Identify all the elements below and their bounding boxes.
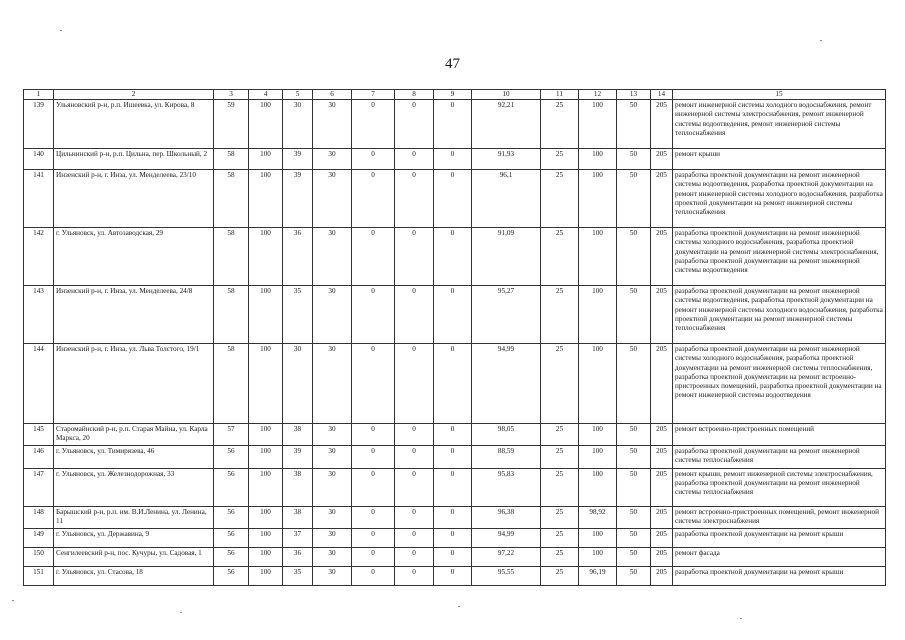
column-header: 7 xyxy=(352,90,395,100)
value-cell: 39 xyxy=(283,445,313,468)
page-number: 47 xyxy=(445,56,460,72)
address-cell: Инзенский р-н, г. Инза, ул. Менделеева, 23/10 xyxy=(54,170,214,228)
value-cell: 25 xyxy=(541,528,579,547)
row-number-cell: 151 xyxy=(24,566,54,585)
value-cell: 100 xyxy=(249,445,283,468)
address-cell: г. Ульяновск, ул. Автозаводская, 29 xyxy=(54,228,214,286)
value-cell: 100 xyxy=(579,468,617,506)
value-cell: 100 xyxy=(579,344,617,424)
value-cell: 205 xyxy=(651,344,673,424)
value-cell: 25 xyxy=(541,286,579,344)
address-cell: Ульяновский р-н, р.п. Ишеевка, ул. Кирова, 8 xyxy=(54,100,214,149)
value-cell: 56 xyxy=(214,468,249,506)
value-cell: 36 xyxy=(283,547,313,566)
value-cell: 50 xyxy=(617,228,651,286)
value-cell: 50 xyxy=(617,149,651,170)
column-header: 12 xyxy=(579,90,617,100)
value-cell: 205 xyxy=(651,506,673,528)
value-cell: 0 xyxy=(395,344,434,424)
row-number-cell: 149 xyxy=(24,528,54,547)
column-header: 13 xyxy=(617,90,651,100)
scan-speck xyxy=(180,612,182,613)
value-cell: 100 xyxy=(249,228,283,286)
value-cell: 92,21 xyxy=(472,100,541,149)
value-cell: 95,55 xyxy=(472,566,541,585)
value-cell: 205 xyxy=(651,445,673,468)
value-cell: 25 xyxy=(541,547,579,566)
value-cell: 0 xyxy=(434,445,472,468)
value-cell: 56 xyxy=(214,547,249,566)
value-cell: 100 xyxy=(579,100,617,149)
value-cell: 30 xyxy=(313,100,352,149)
scan-speck xyxy=(458,606,460,607)
value-cell: 94,99 xyxy=(472,528,541,547)
value-cell: 100 xyxy=(249,149,283,170)
value-cell: 0 xyxy=(352,528,395,547)
scan-speck xyxy=(60,30,62,31)
column-header: 4 xyxy=(249,90,283,100)
table-row xyxy=(24,506,886,528)
value-cell: 100 xyxy=(249,506,283,528)
value-cell: 0 xyxy=(395,149,434,170)
value-cell: 30 xyxy=(283,344,313,424)
value-cell: 39 xyxy=(283,170,313,228)
work-description-cell: разработка проектной документации на ремонт инженерной системы теплоснабжения xyxy=(673,445,886,468)
value-cell: 205 xyxy=(651,468,673,506)
value-cell: 0 xyxy=(395,528,434,547)
work-description-cell: разработка проектной документации на ремонт инженерной системы холодного водоснабжения, разработка проектной документации на ремонт инженерной системы теплоснабжения, разработка проектной документации на ремонт встроенно-пристроенных помещений, разработка проектной документации на ремонт инженерной системы водоотведения xyxy=(673,344,886,424)
value-cell: 95,27 xyxy=(472,286,541,344)
table-row xyxy=(24,424,886,445)
address-cell: Сенгилеевский р-н, пос. Кучуры, ул. Садовая, 1 xyxy=(54,547,214,566)
row-number-cell: 146 xyxy=(24,445,54,468)
value-cell: 205 xyxy=(651,100,673,149)
value-cell: 30 xyxy=(313,170,352,228)
column-header: 6 xyxy=(313,90,352,100)
table-row xyxy=(24,547,886,566)
address-cell: г. Ульяновск, ул. Железнодорожная, 33 xyxy=(54,468,214,506)
value-cell: 91,09 xyxy=(472,228,541,286)
value-cell: 0 xyxy=(352,344,395,424)
value-cell: 0 xyxy=(352,424,395,445)
table-body xyxy=(24,100,886,585)
value-cell: 35 xyxy=(283,566,313,585)
value-cell: 38 xyxy=(283,506,313,528)
address-cell: г. Ульяновск, ул. Державина, 9 xyxy=(54,528,214,547)
work-description-cell: разработка проектной документации на ремонт крыши xyxy=(673,566,886,585)
value-cell: 205 xyxy=(651,547,673,566)
value-cell: 0 xyxy=(352,100,395,149)
value-cell: 205 xyxy=(651,424,673,445)
value-cell: 0 xyxy=(352,547,395,566)
value-cell: 100 xyxy=(249,547,283,566)
table-row xyxy=(24,445,886,468)
value-cell: 58 xyxy=(214,149,249,170)
work-description-cell: разработка проектной документации на ремонт инженерной системы водоотведения, разработка проектной документации на ремонт инженерной системы холодного водоснабжения, разработка проектной документации на ремонт инженерной системы теплоснабжения xyxy=(673,286,886,344)
value-cell: 0 xyxy=(434,566,472,585)
work-description-cell: ремонт встроенно-пристроенных помещений xyxy=(673,424,886,445)
value-cell: 98,92 xyxy=(579,506,617,528)
value-cell: 97,22 xyxy=(472,547,541,566)
value-cell: 30 xyxy=(313,149,352,170)
table-row xyxy=(24,566,886,585)
address-cell: Инзенский р-н, г. Инза, ул. Льва Толстого, 19/1 xyxy=(54,344,214,424)
work-description-cell: ремонт крыши, ремонт инженерной системы электроснабжения, разработка проектной документации на ремонт инженерной системы теплоснабжения xyxy=(673,468,886,506)
value-cell: 0 xyxy=(395,445,434,468)
value-cell: 25 xyxy=(541,506,579,528)
value-cell: 100 xyxy=(579,528,617,547)
value-cell: 30 xyxy=(313,286,352,344)
value-cell: 50 xyxy=(617,506,651,528)
value-cell: 25 xyxy=(541,228,579,286)
column-header: 10 xyxy=(472,90,541,100)
column-number-row xyxy=(24,90,886,100)
value-cell: 59 xyxy=(214,100,249,149)
value-cell: 38 xyxy=(283,424,313,445)
value-cell: 98,05 xyxy=(472,424,541,445)
column-header: 15 xyxy=(673,90,886,100)
row-number-cell: 147 xyxy=(24,468,54,506)
value-cell: 50 xyxy=(617,468,651,506)
value-cell: 25 xyxy=(541,424,579,445)
value-cell: 100 xyxy=(579,170,617,228)
value-cell: 0 xyxy=(434,344,472,424)
value-cell: 91,93 xyxy=(472,149,541,170)
value-cell: 0 xyxy=(395,547,434,566)
value-cell: 30 xyxy=(313,228,352,286)
value-cell: 100 xyxy=(579,286,617,344)
value-cell: 36 xyxy=(283,228,313,286)
value-cell: 25 xyxy=(541,445,579,468)
value-cell: 50 xyxy=(617,344,651,424)
row-number-cell: 145 xyxy=(24,424,54,445)
repair-schedule-table xyxy=(23,89,886,586)
value-cell: 25 xyxy=(541,344,579,424)
value-cell: 100 xyxy=(249,424,283,445)
value-cell: 205 xyxy=(651,286,673,344)
value-cell: 50 xyxy=(617,445,651,468)
value-cell: 25 xyxy=(541,468,579,506)
table-row xyxy=(24,344,886,424)
scan-speck xyxy=(820,40,822,41)
table-row xyxy=(24,528,886,547)
value-cell: 0 xyxy=(395,286,434,344)
value-cell: 25 xyxy=(541,149,579,170)
value-cell: 100 xyxy=(579,424,617,445)
work-description-cell: разработка проектной документации на ремонт крыши xyxy=(673,528,886,547)
value-cell: 0 xyxy=(434,528,472,547)
value-cell: 56 xyxy=(214,506,249,528)
value-cell: 38 xyxy=(283,468,313,506)
value-cell: 56 xyxy=(214,445,249,468)
scan-speck xyxy=(12,600,14,601)
value-cell: 94,99 xyxy=(472,344,541,424)
address-cell: Барышский р-н, р.п. им. В.И.Ленина, ул. Ленина, 11 xyxy=(54,506,214,528)
value-cell: 205 xyxy=(651,149,673,170)
value-cell: 0 xyxy=(395,566,434,585)
value-cell: 57 xyxy=(214,424,249,445)
value-cell: 100 xyxy=(249,344,283,424)
value-cell: 0 xyxy=(352,468,395,506)
value-cell: 100 xyxy=(579,547,617,566)
value-cell: 0 xyxy=(352,506,395,528)
value-cell: 58 xyxy=(214,228,249,286)
value-cell: 100 xyxy=(249,468,283,506)
value-cell: 25 xyxy=(541,170,579,228)
value-cell: 0 xyxy=(352,149,395,170)
value-cell: 100 xyxy=(249,528,283,547)
value-cell: 39 xyxy=(283,149,313,170)
work-description-cell: разработка проектной документации на ремонт инженерной системы холодного водоснабжения, разработка проектной документации на ремонт инженерной системы электроснабжения, разработка проектной документации на ремонт инженерной системы водоотведения xyxy=(673,228,886,286)
value-cell: 50 xyxy=(617,170,651,228)
value-cell: 0 xyxy=(395,170,434,228)
value-cell: 100 xyxy=(249,100,283,149)
work-description-cell: ремонт фасада xyxy=(673,547,886,566)
value-cell: 100 xyxy=(249,286,283,344)
work-description-cell: ремонт инженерной системы холодного водоснабжения, ремонт инженерной системы электроснабжения, ремонт инженерной системы водоотведения, ремонт инженерной системы теплоснабжения xyxy=(673,100,886,149)
value-cell: 0 xyxy=(352,566,395,585)
value-cell: 56 xyxy=(214,566,249,585)
value-cell: 37 xyxy=(283,528,313,547)
row-number-cell: 143 xyxy=(24,286,54,344)
value-cell: 0 xyxy=(395,228,434,286)
work-description-cell: разработка проектной документации на ремонт инженерной системы водоотведения, разработка проектной документации на ремонт инженерной системы холодного водоснабжения, разработка проектной документации на ремонт инженерной системы теплоснабжения xyxy=(673,170,886,228)
column-header: 5 xyxy=(283,90,313,100)
column-header: 8 xyxy=(395,90,434,100)
value-cell: 30 xyxy=(313,506,352,528)
value-cell: 50 xyxy=(617,528,651,547)
value-cell: 205 xyxy=(651,228,673,286)
value-cell: 96,38 xyxy=(472,506,541,528)
column-header: 14 xyxy=(651,90,673,100)
value-cell: 0 xyxy=(434,506,472,528)
address-cell: г. Ульяновск, ул. Тимирязева, 46 xyxy=(54,445,214,468)
address-cell: Старомайнский р-н, р.п. Старая Майна, ул. Карла Маркса, 20 xyxy=(54,424,214,445)
value-cell: 100 xyxy=(579,445,617,468)
table-row xyxy=(24,100,886,149)
value-cell: 0 xyxy=(395,506,434,528)
row-number-cell: 150 xyxy=(24,547,54,566)
value-cell: 25 xyxy=(541,566,579,585)
value-cell: 0 xyxy=(434,228,472,286)
value-cell: 100 xyxy=(579,228,617,286)
table-row xyxy=(24,228,886,286)
row-number-cell: 141 xyxy=(24,170,54,228)
value-cell: 0 xyxy=(434,286,472,344)
value-cell: 0 xyxy=(434,170,472,228)
value-cell: 0 xyxy=(434,468,472,506)
value-cell: 205 xyxy=(651,528,673,547)
value-cell: 30 xyxy=(313,344,352,424)
value-cell: 30 xyxy=(313,528,352,547)
row-number-cell: 144 xyxy=(24,344,54,424)
address-cell: Цильнинский р-н, р.п. Цильна, пер. Школьный, 2 xyxy=(54,149,214,170)
value-cell: 0 xyxy=(395,100,434,149)
value-cell: 30 xyxy=(313,445,352,468)
value-cell: 58 xyxy=(214,344,249,424)
column-header: 9 xyxy=(434,90,472,100)
value-cell: 25 xyxy=(541,100,579,149)
value-cell: 95,83 xyxy=(472,468,541,506)
value-cell: 96,19 xyxy=(579,566,617,585)
column-header: 11 xyxy=(541,90,579,100)
value-cell: 100 xyxy=(579,149,617,170)
value-cell: 50 xyxy=(617,566,651,585)
value-cell: 0 xyxy=(434,149,472,170)
value-cell: 50 xyxy=(617,286,651,344)
value-cell: 96,1 xyxy=(472,170,541,228)
value-cell: 30 xyxy=(313,468,352,506)
value-cell: 0 xyxy=(434,100,472,149)
value-cell: 0 xyxy=(434,547,472,566)
value-cell: 56 xyxy=(214,528,249,547)
column-header: 3 xyxy=(214,90,249,100)
value-cell: 50 xyxy=(617,547,651,566)
column-header: 1 xyxy=(24,90,54,100)
value-cell: 30 xyxy=(313,566,352,585)
row-number-cell: 140 xyxy=(24,149,54,170)
value-cell: 100 xyxy=(249,170,283,228)
value-cell: 0 xyxy=(352,445,395,468)
address-cell: г. Ульяновск, ул. Стасова, 18 xyxy=(54,566,214,585)
row-number-cell: 142 xyxy=(24,228,54,286)
value-cell: 205 xyxy=(651,566,673,585)
value-cell: 88,59 xyxy=(472,445,541,468)
table-row xyxy=(24,149,886,170)
table-row xyxy=(24,170,886,228)
value-cell: 50 xyxy=(617,424,651,445)
value-cell: 58 xyxy=(214,170,249,228)
column-header: 2 xyxy=(54,90,214,100)
value-cell: 30 xyxy=(313,547,352,566)
value-cell: 100 xyxy=(249,566,283,585)
value-cell: 0 xyxy=(352,228,395,286)
value-cell: 30 xyxy=(283,100,313,149)
work-description-cell: ремонт встроенно-пристроенных помещений, ремонт инженерной системы электроснабжения xyxy=(673,506,886,528)
value-cell: 50 xyxy=(617,100,651,149)
row-number-cell: 148 xyxy=(24,506,54,528)
table-row xyxy=(24,468,886,506)
scan-speck xyxy=(740,618,742,619)
work-description-cell: ремонт крыши xyxy=(673,149,886,170)
value-cell: 58 xyxy=(214,286,249,344)
table-row xyxy=(24,286,886,344)
value-cell: 30 xyxy=(313,424,352,445)
value-cell: 0 xyxy=(352,170,395,228)
address-cell: Инзенский р-н, г. Инза, ул. Менделеева, 24/8 xyxy=(54,286,214,344)
value-cell: 0 xyxy=(395,468,434,506)
value-cell: 205 xyxy=(651,170,673,228)
value-cell: 0 xyxy=(395,424,434,445)
value-cell: 0 xyxy=(352,286,395,344)
row-number-cell: 139 xyxy=(24,100,54,149)
value-cell: 35 xyxy=(283,286,313,344)
value-cell: 0 xyxy=(434,424,472,445)
